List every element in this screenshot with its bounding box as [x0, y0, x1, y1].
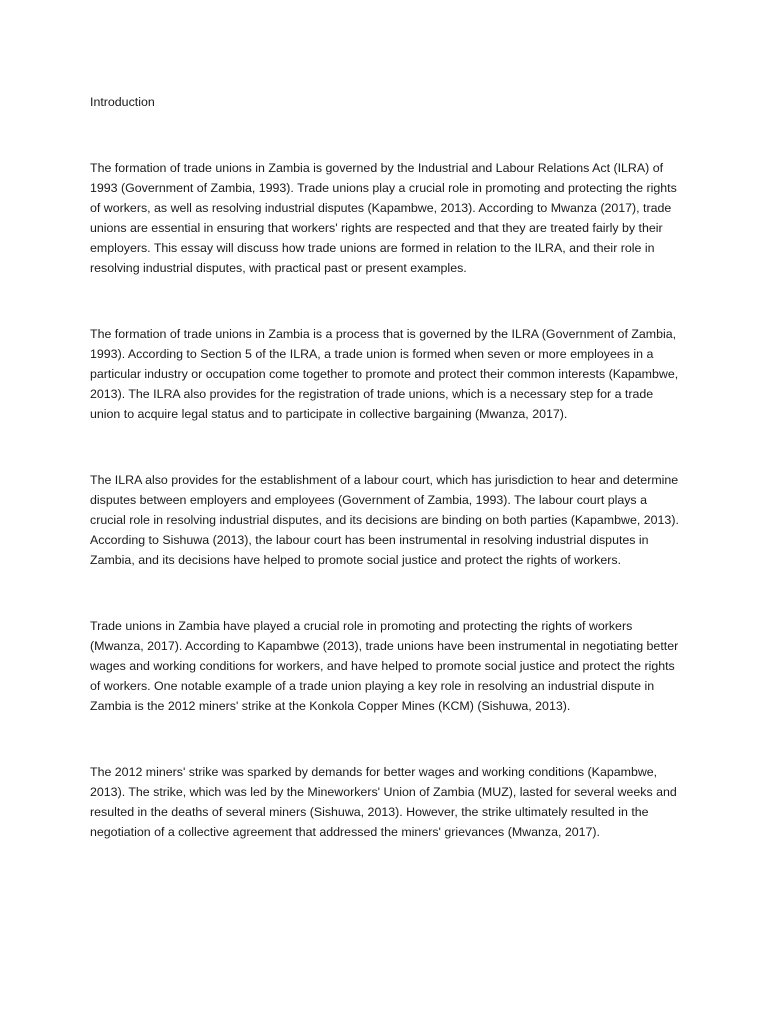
paragraph-formation: The formation of trade unions in Zambia is a process that is governed by the ILRA (Government of Zambia, 1993). According to Section 5 of the ILRA, a trade union is formed when seven or more employees in a particular industry or occupation come together to promote and protect their common interests (Kapambwe, 2013). The ILRA also provides for the registration of trade unions, which is a necessary step for a trade union to acquire legal status and to participate in collective bargaining (Mwanza, 2017). [90, 327, 679, 421]
paragraph-labour-court: The ILRA also provides for the establishment of a labour court, which has jurisdiction to hear and determine disputes between employers and employees (Government of Zambia, 1993). The labour court plays a crucial role in resolving industrial disputes, and its decisions are binding on both parties (Kapambwe, 2013). According to Sishuwa (2013), the labour court has been instrumental in resolving industrial disputes in Zambia, and its decisions have helped to promote social justice and protect the rights of workers. [90, 473, 679, 567]
paragraph-spacer [90, 716, 680, 762]
document-body [90, 92, 680, 842]
section-heading: Introduction [90, 95, 155, 109]
paragraph-miners-strike: The 2012 miners' strike was sparked by demands for better wages and working conditions (Kapambwe, 2013). The strike, which was led by the Mineworkers' Union of Zambia (MUZ), lasted for several weeks and resulted in the deaths of several miners (Sishuwa, 2013). However, the strike ultimately resulted in the negotiation of a collective agreement that addressed the miners' grievances (Mwanza, 2017). [90, 765, 677, 839]
paragraph-spacer [90, 570, 680, 616]
paragraph-spacer [90, 278, 680, 324]
heading-spacer [90, 112, 680, 158]
paragraph-spacer [90, 424, 680, 470]
paragraph-intro: The formation of trade unions in Zambia is governed by the Industrial and Labour Relations Act (ILRA) of 1993 (Government of Zambia, 1993). Trade unions play a crucial role in promoting and protecting the rights of workers, as well as resolving industrial disputes (Kapambwe, 2013). According to Mwanza (2017), trade unions are essential in ensuring that workers' rights are respected and that they are treated fairly by their employers. This essay will discuss how trade unions are formed in relation to the ILRA, and their role in resolving industrial disputes, with practical past or present examples. [90, 161, 677, 275]
paragraph-union-role: Trade unions in Zambia have played a crucial role in promoting and protecting the rights of workers (Mwanza, 2017). According to Kapambwe (2013), trade unions have been instrumental in negotiating better wages and working conditions for workers, and have helped to promote social justice and protect the rights of workers. One notable example of a trade union playing a key role in resolving an industrial dispute in Zambia is the 2012 miners' strike at the Konkola Copper Mines (KCM) (Sishuwa, 2013). [90, 619, 679, 713]
